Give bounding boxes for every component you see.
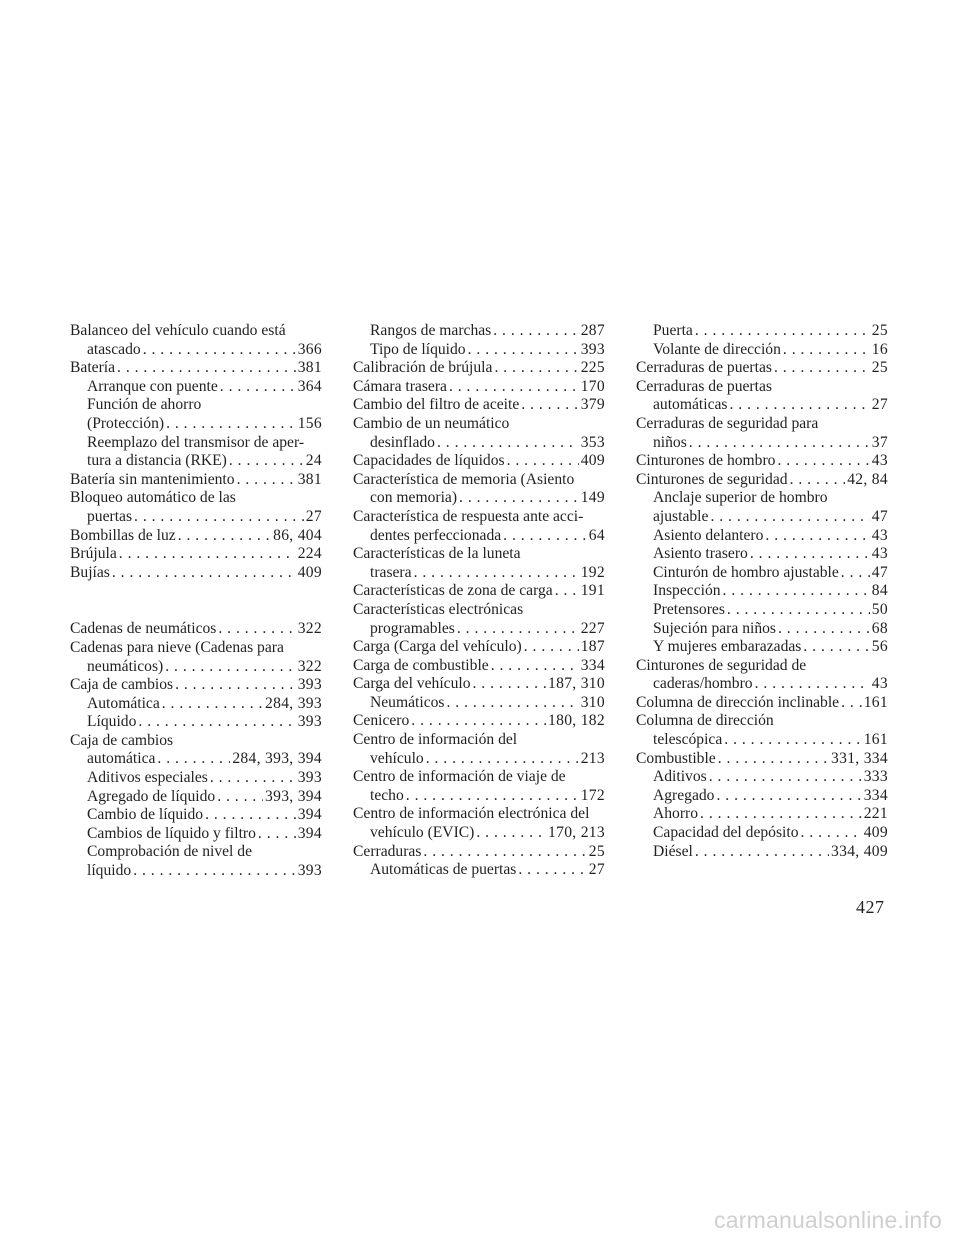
index-entry [70, 769, 322, 788]
index-entry [636, 824, 888, 843]
index-heading-line: Reemplazo del transmisor de aper- [87, 433, 305, 451]
index-entry-term: trasera [370, 563, 412, 581]
index-entry-pages: 27 [871, 396, 888, 414]
dot-leader [446, 694, 578, 713]
index-entry-pages: 227 [580, 619, 605, 637]
dot-leader [210, 769, 296, 788]
section-gap [70, 582, 322, 620]
index-entry-term: Batería [70, 359, 116, 377]
dot-leader [524, 638, 579, 657]
index-entry-term: Caja de cambios [70, 676, 174, 694]
index-entry-term: Calibración de brújula [353, 359, 493, 377]
dot-leader [166, 415, 296, 434]
index-entry [70, 508, 322, 527]
index-entry-pages: 170, 213 [548, 824, 605, 842]
dot-leader [709, 768, 862, 787]
dot-leader [724, 731, 861, 750]
index-entry-pages: 50 [871, 600, 888, 618]
index-entry-pages: 149 [580, 489, 605, 507]
index-entry-pages: 25 [871, 322, 888, 339]
index-heading-line: Centro de información del [353, 731, 518, 749]
dot-leader [220, 378, 296, 397]
index-entry [636, 675, 888, 694]
index-entry-pages: 379 [580, 396, 605, 414]
index-entry [70, 750, 322, 769]
index-entry-pages: 333 [863, 768, 888, 786]
index-entry-term: Y mujeres embarazadas [653, 638, 802, 656]
index-entry-pages: 224 [297, 545, 322, 563]
dot-leader [841, 564, 870, 583]
index-entry-term: dentes perfeccionada [370, 526, 502, 544]
index-entry-pages: 172 [580, 786, 605, 804]
index-entry [636, 564, 888, 583]
index-heading-line: Balanceo del vehículo cuando está [70, 322, 286, 339]
index-entry-term: ajustable [653, 507, 709, 525]
dot-leader [790, 471, 846, 490]
index-entry-term: programables [370, 619, 455, 637]
index-entry-pages: 68 [871, 619, 888, 637]
index-entry-term: tura a distancia (RKE) [87, 452, 227, 470]
dot-leader [801, 824, 862, 843]
dot-leader [765, 527, 869, 546]
index-entry-term: automáticas [653, 396, 728, 414]
dot-leader [119, 545, 296, 564]
dot-leader [178, 527, 271, 546]
index-heading-line: Cinturones de seguridad de [636, 656, 807, 674]
index-entry [70, 862, 322, 881]
index-entry-pages: 393 [580, 340, 605, 358]
index-entry-term: Carga del vehículo [353, 675, 471, 693]
index-entry [636, 396, 888, 415]
dot-leader [175, 676, 296, 695]
index-entry [636, 527, 888, 546]
index-entry-pages: 409 [580, 452, 605, 470]
index-entry-pages: 284, 393, 394 [232, 750, 322, 768]
index-entry [353, 527, 605, 546]
dot-leader [205, 806, 296, 825]
index-entry-term: Pretensores [653, 600, 725, 618]
index-entry-term: Aditivos especiales [87, 769, 208, 787]
index-entry-pages: 322 [297, 657, 322, 675]
index-entry [353, 341, 605, 360]
dot-leader [162, 695, 263, 714]
index-entry [70, 378, 322, 397]
index-column-2 [353, 322, 605, 880]
index-heading-line: Caja de cambios [70, 731, 174, 749]
index-heading-line: Cerraduras de puertas [636, 377, 772, 395]
dot-leader [473, 675, 547, 694]
index-entry-pages: 334 [580, 656, 605, 674]
dot-leader [491, 657, 579, 676]
index-entry-term: vehículo (EVIC) [370, 824, 475, 842]
index-heading-line: Anclaje superior de hombro [653, 489, 828, 507]
dot-leader [143, 341, 296, 360]
dot-leader [134, 508, 304, 527]
index-entry [636, 768, 888, 787]
index-entry-pages: 86, 404 [273, 526, 322, 544]
index-entry [353, 712, 605, 731]
index-column-3 [636, 322, 888, 861]
index-entry-term: Batería sin mantenimiento [70, 470, 235, 488]
index-entry-term: Cadenas de neumáticos [70, 620, 217, 638]
index-entry-term: Cambio de líquido [87, 806, 204, 824]
index-entry-pages: 16 [871, 340, 888, 358]
index-entry-pages: 43 [871, 526, 888, 544]
index-entry-term: Características de zona de carga [353, 582, 553, 600]
index-entry-pages: 191 [580, 582, 605, 600]
index-entry [636, 434, 888, 453]
dot-leader [237, 471, 296, 490]
index-heading-line: Cadenas para nieve (Cadenas para [70, 638, 284, 656]
index-entry-pages: 187, 310 [548, 675, 605, 693]
index-entry-term: Puerta [653, 322, 693, 339]
dot-leader [117, 359, 296, 378]
index-entry-term: Arranque con puente [87, 377, 218, 395]
index-entry-term: Agregado de líquido [87, 787, 216, 805]
index-entry-term: Rangos de marchas [370, 322, 492, 339]
index-entry-term: Brújula [70, 545, 117, 563]
index-entry-term: neumáticos) [87, 657, 164, 675]
index-entry [70, 545, 322, 564]
dot-leader [695, 322, 870, 341]
index-entry-pages: 47 [871, 563, 888, 581]
index-entry-term: Ahorro [653, 805, 699, 823]
index-entry-term: Asiento delantero [653, 526, 764, 544]
index-entry-term: automática [87, 750, 156, 768]
index-entry [353, 452, 605, 471]
index-entry [70, 713, 322, 732]
index-entry [636, 508, 888, 527]
index-entry [636, 582, 888, 601]
index-entry-pages: 43 [871, 675, 888, 693]
index-entry-term: Bombillas de luz [70, 526, 176, 544]
dot-leader [507, 452, 579, 471]
index-entry [353, 824, 605, 843]
index-entry-pages: 27 [588, 861, 605, 879]
dot-leader [414, 564, 579, 583]
index-entry-pages: 393, 394 [265, 787, 322, 805]
index-entry-pages: 310 [580, 693, 605, 711]
index-heading-line: Cambio de un neumático [353, 414, 510, 432]
index-entry [70, 452, 322, 471]
index-entry [353, 489, 605, 508]
index-entry [353, 322, 605, 341]
index-entry-pages: 84 [871, 582, 888, 600]
index-entry [353, 359, 605, 378]
index-heading-line: Comprobación de nivel de [87, 843, 252, 861]
index-entry-pages: 43 [871, 545, 888, 563]
index-entry-term: techo [370, 786, 404, 804]
dot-leader [803, 638, 869, 657]
index-entry-pages: 156 [297, 414, 322, 432]
index-entry [353, 675, 605, 694]
index-entry [70, 806, 322, 825]
dot-leader [555, 582, 579, 601]
index-entry-term: Capacidad del depósito [653, 824, 799, 842]
dot-leader [841, 694, 862, 713]
dot-leader [493, 322, 578, 341]
index-entry [636, 471, 888, 490]
index-entry-pages: 393 [297, 713, 322, 731]
index-entry-pages: 322 [297, 620, 322, 638]
dot-leader [165, 658, 295, 677]
index-entry-pages: 25 [871, 359, 888, 377]
index-entry-pages: 187 [580, 638, 605, 656]
index-entry [353, 787, 605, 806]
index-heading-line: Centro de información de viaje de [353, 768, 566, 786]
dot-leader [729, 396, 869, 415]
index-entry-pages: 366 [297, 340, 322, 358]
index-entry-term: vehículo [370, 749, 424, 767]
index-entry-pages: 161 [863, 693, 888, 711]
index-entry-pages: 161 [863, 731, 888, 749]
index-entry [353, 843, 605, 862]
dot-leader [783, 341, 870, 360]
index-entry-term: Agregado [653, 786, 715, 804]
index-entry-term: Sujeción para niños [653, 619, 776, 637]
dot-leader [521, 396, 578, 415]
index-entry-pages: 381 [297, 470, 322, 488]
index-entry [70, 676, 322, 695]
index-entry-term: Inspección [653, 582, 721, 600]
index-entry-pages: 393 [297, 676, 322, 694]
index-heading-line: Centro de información electrónica del [353, 805, 590, 823]
dot-leader [229, 452, 304, 471]
index-entry-term: (Protección) [87, 414, 165, 432]
index-entry [353, 434, 605, 453]
dot-leader [503, 527, 587, 546]
dot-leader [217, 788, 263, 807]
index-entry-term: atascado [87, 340, 141, 358]
index-entry [70, 658, 322, 677]
dot-leader [700, 805, 862, 824]
index-entry-term: Columna de dirección inclinable [636, 693, 840, 711]
dot-leader [133, 862, 296, 881]
dot-leader [778, 620, 870, 639]
index-heading-line: Características de la luneta [353, 545, 521, 563]
index-entry [636, 452, 888, 471]
index-entry [353, 396, 605, 415]
dot-leader [423, 843, 586, 862]
dot-leader [157, 750, 230, 769]
dot-leader [468, 341, 579, 360]
index-entry-pages: 364 [297, 377, 322, 395]
index-entry [636, 359, 888, 378]
index-entry [636, 638, 888, 657]
index-entry [70, 527, 322, 546]
index-entry-pages: 353 [580, 433, 605, 451]
index-entry [353, 378, 605, 397]
index-entry-pages: 25 [588, 842, 605, 860]
index-entry-term: Cinturón de hombro ajustable [653, 563, 839, 581]
dot-leader [411, 712, 546, 731]
index-entry-pages: 284, 393 [265, 694, 322, 712]
index-entry-term: Diésel [653, 842, 693, 860]
index-entry-term: Automáticas de puertas [370, 861, 517, 879]
index-entry-pages: 409 [863, 824, 888, 842]
index-heading-line: Columna de dirección [636, 712, 774, 730]
index-entry [636, 787, 888, 806]
index-heading-line: Característica de memoria (Asiento [353, 470, 575, 488]
index-entry-term: niños [653, 433, 687, 451]
index-column-1 [70, 322, 322, 881]
index-entry [636, 805, 888, 824]
dot-leader [750, 545, 870, 564]
index-entry-pages: 37 [871, 433, 888, 451]
index-entry-pages: 221 [863, 805, 888, 823]
dot-leader [710, 508, 869, 527]
index-entry-pages: 334, 409 [831, 842, 888, 860]
index-entry-pages: 24 [305, 452, 322, 470]
index-entry [70, 620, 322, 639]
index-entry-pages: 394 [297, 806, 322, 824]
index-entry [636, 731, 888, 750]
index-entry [636, 341, 888, 360]
index-entry-term: Líquido [87, 713, 137, 731]
index-entry-term: con memoria) [370, 489, 458, 507]
index-entry-term: Automática [87, 694, 160, 712]
index-entry [70, 341, 322, 360]
index-entry [636, 322, 888, 341]
dot-leader [457, 620, 579, 639]
dot-leader [426, 750, 579, 769]
index-heading-line: Característica de respuesta ante acci- [353, 507, 584, 525]
dot-leader [695, 843, 829, 862]
index-entry-term: Carga (Carga del vehículo) [353, 638, 522, 656]
index-entry-pages: 170 [580, 377, 605, 395]
index-entry-pages: 393 [297, 769, 322, 787]
dot-leader [476, 824, 546, 843]
dot-leader [723, 582, 870, 601]
index-entry [70, 415, 322, 434]
index-entry-term: Cámara trasera [353, 377, 447, 395]
dot-leader [727, 601, 870, 620]
index-entry [353, 657, 605, 676]
index-entry [636, 694, 888, 713]
index-entry [70, 564, 322, 583]
index-entry-term: puertas [87, 507, 133, 525]
dot-leader [518, 861, 586, 880]
index-entry [636, 601, 888, 620]
page-number: 427 [856, 897, 885, 917]
index-entry [353, 638, 605, 657]
dot-leader [459, 489, 579, 508]
index-entry-pages: 213 [580, 749, 605, 767]
dot-leader [406, 787, 579, 806]
index-entry [70, 359, 322, 378]
index-entry-pages: 394 [297, 824, 322, 842]
index-entry [353, 750, 605, 769]
dot-leader [112, 564, 296, 583]
index-entry [70, 695, 322, 714]
dot-leader [755, 675, 870, 694]
index-entry-term: Cerraduras de puertas [636, 359, 772, 377]
index-entry [636, 750, 888, 769]
index-entry-term: Neumáticos [370, 693, 445, 711]
index-entry-pages: 43 [871, 452, 888, 470]
index-entry-term: caderas/hombro [653, 675, 753, 693]
index-entry [636, 843, 888, 862]
index-entry-pages: 64 [588, 526, 605, 544]
index-heading-line: Características electrónicas [353, 600, 524, 618]
index-heading-line: Función de ahorro [87, 396, 202, 414]
index-entry [353, 861, 605, 880]
index-entry-term: Combustible [636, 749, 716, 767]
index-entry [636, 620, 888, 639]
index-entry-term: Cinturones de seguridad [636, 470, 788, 488]
index-entry-pages: 27 [305, 507, 322, 525]
index-entry-pages: 225 [580, 359, 605, 377]
index-entry [353, 564, 605, 583]
dot-leader [258, 825, 296, 844]
index-entry-term: Asiento trasero [653, 545, 748, 563]
index-entry-term: Carga de combustible [353, 656, 489, 674]
index-entry [70, 788, 322, 807]
index-entry-term: Cinturones de hombro [636, 452, 776, 470]
index-entry-pages: 393 [297, 862, 322, 880]
watermark: carmanualsonline.info [714, 1207, 942, 1233]
index-entry-pages: 180, 182 [548, 712, 605, 730]
index-entry-term: líquido [87, 862, 132, 880]
dot-leader [718, 750, 829, 769]
index-entry-pages: 381 [297, 359, 322, 377]
index-entry-term: Cambios de líquido y filtro [87, 824, 256, 842]
dot-leader [494, 359, 578, 378]
index-heading-line: Bloqueo automático de las [70, 489, 236, 507]
index-heading-line: Cerraduras de seguridad para [636, 414, 819, 432]
dot-leader [689, 434, 870, 453]
dot-leader [449, 378, 579, 397]
index-entry-term: Cambio del filtro de aceite [353, 396, 520, 414]
index-entry-term: Capacidades de líquidos [353, 452, 505, 470]
dot-leader [774, 359, 870, 378]
dot-leader [777, 452, 869, 471]
index-entry-pages: 56 [871, 638, 888, 656]
index-entry-pages: 192 [580, 563, 605, 581]
index-entry-pages: 331, 334 [831, 749, 888, 767]
index-entry-term: Bujías [70, 563, 110, 581]
index-entry-term: Cenicero [353, 712, 410, 730]
index-entry-pages: 409 [297, 563, 322, 581]
dot-leader [138, 713, 295, 732]
index-entry [70, 471, 322, 490]
index-entry-term: desinflado [370, 433, 435, 451]
index-entry [353, 582, 605, 601]
index-entry [353, 694, 605, 713]
index-entry-pages: 42, 84 [847, 470, 888, 488]
index-entry-term: Volante de dirección [653, 340, 781, 358]
index-entry [70, 825, 322, 844]
index-entry-term: Aditivos [653, 768, 707, 786]
index-entry-pages: 47 [871, 507, 888, 525]
index-entry-term: Tipo de líquido [370, 340, 466, 358]
dot-leader [218, 620, 295, 639]
index-entry [636, 545, 888, 564]
index-entry [353, 620, 605, 639]
index-entry-pages: 287 [580, 322, 605, 339]
index-entry-term: Cerraduras [353, 842, 422, 860]
index-entry-term: telescópica [653, 731, 723, 749]
dot-leader [716, 787, 861, 806]
dot-leader [437, 434, 579, 453]
index-entry-pages: 334 [863, 786, 888, 804]
